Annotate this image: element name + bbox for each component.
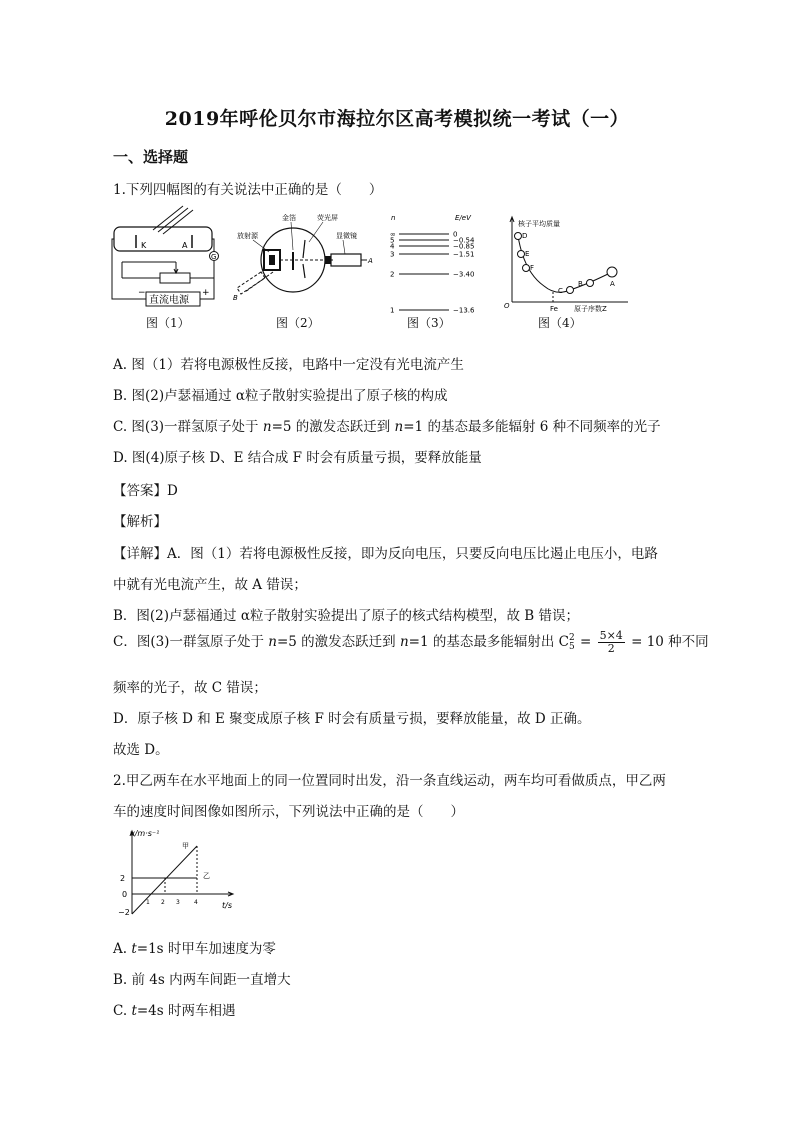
nucleus-point [587,280,594,287]
screen-label: 荧光屏 [317,214,338,222]
x-axis-label: 原子序数Z [574,305,607,313]
q1-detail-d: D．原子核 D 和 E 聚变成原子核 F 时会有质量亏损，要释放能量，故 D 正确。 [113,711,591,727]
q1-analysis-heading: 【解析】 [113,514,167,530]
nucleus-point [567,287,574,294]
nucleus-point-label: C [558,287,563,295]
figure-3-energy-levels [385,210,490,315]
page-title: 2019年呼伦贝尔市海拉尔区高考模拟统一考试（一） [164,108,630,130]
q1-detail-a-line1: 【详解】A．图（1）若将电源极性反接，即为反向电压，只要反向电压比遏止电压小，电路 [113,546,658,562]
y-tick-neg2: −2 [118,908,130,917]
y-tick-0: 0 [122,890,128,899]
x-tick-3: 3 [176,899,180,906]
q1-answer: 【答案】D [113,483,178,499]
q1-option-a: A. 图（1）若将电源极性反接，电路中一定没有光电流产生 [113,357,464,373]
energy-level-value: −0.85 [453,242,475,251]
nucleus-point-label: F [530,264,535,272]
energy-axis-label: E/eV [455,214,471,222]
source-label: 放射源 [237,232,258,240]
energy-level-n: 1 [390,306,395,315]
cathode-label: K [141,241,147,250]
x-tick-4: 4 [194,899,198,906]
figure-4-caption: 图（4） [538,316,582,330]
figure-1-photoelectric-circuit [108,200,228,310]
fraction: $\frac{5\times 4}{2}$ [599,629,623,655]
q1-detail-c-line1: C．图(3)一群氢原子处于 n=5 的激发态跃迁到 n=1 的基态最多能辐射出 C 2 5 = $\frac{5\times 4}{2}$ = 10 种不同 [113,629,709,655]
energy-level-value: −13.6 [453,306,475,315]
figure-2-scattering-apparatus [233,212,373,307]
q1-detail-a-line2: 中就有光电流产生，故 A 错误； [113,577,307,593]
figure-2-caption: 图（2） [276,316,320,330]
fe-label: Fe [550,305,558,313]
t-axis-label: t/s [222,901,232,910]
q1-option-c: C. 图(3)一群氢原子处于 n=5 的激发态跃迁到 n=1 的基态最多能辐射 6 种不同频率的光子 [113,419,661,435]
q1-option-b: B. 图(2)卢瑟福通过 α粒子散射实验提出了原子核的构成 [113,388,448,404]
position-b-label: B [233,294,238,302]
origin-label: O [504,302,510,310]
q2-stem-line1: 2.甲乙两车在水平地面上的同一位置同时出发，沿一条直线运动，两车均可看做质点，甲乙两 [113,773,666,789]
energy-level-value: −0.54 [453,236,475,245]
section-heading: 一、选择题 [113,148,189,166]
energy-level-n: 2 [390,270,395,279]
energy-level-value: −3.40 [453,270,475,279]
q2-option-b: B. 前 4s 内两车间距一直增大 [113,972,291,988]
q1-detail-c-line2: 频率的光子，故 C 错误； [113,680,267,696]
x-tick-1: 1 [146,899,150,906]
q2-option-a: A. t=1s 时甲车加速度为零 [113,941,276,957]
y-axis-label: 核子平均质量 [518,220,560,228]
nucleus-point [515,233,522,240]
nucleus-point-label: A [610,280,615,288]
jia-label: 甲 [182,842,189,850]
anode-label: A [182,241,188,250]
nucleus-point [607,267,617,277]
galvanometer-label: G [211,253,217,261]
n-axis-label: n [391,214,396,222]
q1-conclusion: 故选 D。 [113,742,169,758]
figure-3-caption: 图（3） [407,316,451,330]
plus-label: + [202,288,210,298]
microscope-label: 显微镜 [336,232,357,240]
gold-foil-label: 金箔 [282,214,296,222]
q2-stem-line2: 车的速度时间图像如图所示，下列说法中正确的是（ ） [113,804,464,820]
q2-option-c: C. t=4s 时两车相遇 [113,1003,236,1019]
nucleus-point [518,251,525,258]
q1-option-d: D. 图(4)原子核 D、E 结合成 F 时会有质量亏损，要释放能量 [113,450,482,466]
v-axis-label: v/m·s⁻¹ [130,829,160,838]
y-tick-2: 2 [120,874,126,883]
nucleus-point-label: B [578,280,583,288]
nucleus-point [523,265,530,272]
energy-level-n: 5 [390,236,395,245]
energy-level-n: ∞ [390,230,396,239]
q2-velocity-time-graph [110,826,240,922]
nucleus-point-label: E [525,250,530,258]
q1-stem: 1.下列四幅图的有关说法中正确的是（ ） [113,182,383,198]
energy-level-value: 0 [453,230,458,239]
energy-level-n: 3 [390,250,395,259]
figure-4-nucleon-mass-curve [504,214,634,314]
position-a-label: A [368,257,373,265]
minus-label: − [138,288,146,298]
energy-level-value: −1.51 [453,250,475,259]
power-supply-label: 直流电源 [149,295,189,306]
nucleus-point-label: D [522,232,528,240]
figure-1-caption: 图（1） [146,316,190,330]
yi-label: 乙 [203,872,210,880]
q1-detail-b: B．图(2)卢瑟福通过 α粒子散射实验提出了原子的核式结构模型，故 B 错误； [113,608,579,624]
energy-level-n: 4 [390,242,395,251]
x-tick-2: 2 [161,899,165,906]
